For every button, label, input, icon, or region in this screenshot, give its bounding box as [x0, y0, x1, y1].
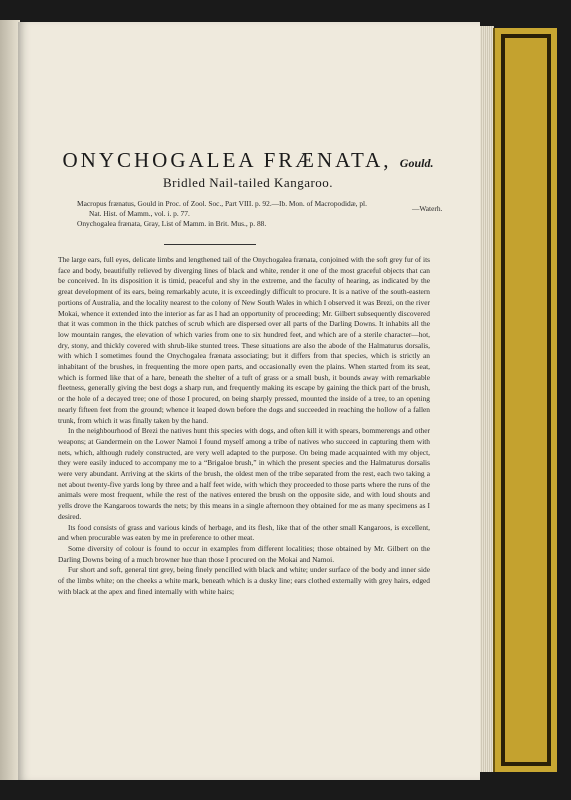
paragraph: In the neighbourhood of Brezi the natives hunt this species with dogs, and often kill it with spears, bommerengs and other weapons; at Gandermein on the Lower Namoi I found myself among a tribe of natives who succeed in capturing them with nets, which, although rudely constructed, are very well adapted to the purpose. On being made acquainted with my object, they were easily induced to accompany me to a “Brigaloe brush,” in which the present species and the Halmaturus dorsalis were very abundant. Arriving at the skirts of the brush, the oldest men of the tribe separated from the rest, each two taking a net about twenty-five yards long by three and a half feet wide, with which they proceeded to those parts where the runs of the animals were most frequent, while the rest of the natives entered the brush on the opposite side, and with loud shouts and yells drove the Kangaroos towards the nets; by this means in a single afternoon they obtained for me as many specimens as I desired. — [58, 426, 430, 521]
paragraph: Its food consists of grass and various kinds of herbage, and its flesh, like that of the other small Kangaroos, is excellent, and when procurable was eaten by me in preference to other meat. — [58, 522, 430, 543]
paragraph: Fur short and soft, general tint grey, being finely pencilled with black and white; under surface of the body and inner side of the limbs white; on the cheeks a white mark, beneath which is a dusky line; ears clothed externally with grey hairs, edged with black at the apex and fined internally with white hairs; — [58, 565, 430, 596]
common-name: Bridled Nail-tailed Kangaroo. — [162, 175, 334, 190]
synonym-author: —Waterh. — [412, 204, 443, 213]
synonym-line: Onychogalea frænata, Gray, List of Mamm. in Brit. Mus., p. 88. — [77, 219, 267, 228]
page-stack-edges — [478, 26, 494, 772]
paragraph: Some diversity of colour is found to occur in examples from different localities; those obtained by Mr. Gilbert on the Darling Downs being of a much browner hue than those I procured on the Mokai and Namoi. — [58, 543, 430, 564]
title-main: ONYCHOGALEA FRÆNATA, — [62, 148, 392, 172]
synonymy-block — [77, 199, 407, 229]
page-title — [28, 148, 468, 173]
divider-rule — [164, 244, 256, 245]
title-author: Gould. — [399, 156, 434, 170]
cover-panel — [505, 38, 547, 762]
synonym-line: Nat. Hist. of Mamm., vol. i. p. 77. — [89, 209, 190, 218]
paragraph: The large ears, full eyes, delicate limbs and lengthened tail of the Onychogalea frænata, conjoined with the soft grey fur of its face and body, beautifully relieved by diverging lines of black and white, render it one of the most graceful objects that can be conceived. In its disposition it is timid, peaceful and shy in the extreme, and the faculty of hearing, as indicated by the great development of its ears, being remarkably acute, it is exceedingly difficult to procure. It is a native of the south-eastern portions of Australia, and the locality nearest to the colony of New South Wales in which I observed it was Brezi, on the river Mokai, whence it extended into the interior as far as I had an opportunity of proceeding; Mr. Gilbert subsequently discovered that it was common in the thick patches of scrub which are dispersed over all parts of the Darling Downs. It inhabits all the low mountain ranges, the elevation of which varies from one to six hundred feet, and which are of a sterile character—hot, dry, stony, and thickly covered with shrub-like stunted trees. These situations are also the abode of the Halmaturus dorsalis, with which I sometimes found the Onychogalea frænata associating; but it differs from that species, which is strictly an inhabitant of the brushes, in frequenting the more open parts, and occasionally even the plains. When started from its seat, which is formed like that of a hare, beneath the shelter of a tuft of grass or a small bush, it bounds away with remarkable fleetness, generally giving the best dogs a sharp run, and frequently making its escape by gaining the thick part of the brush, or the hole of a decayed tree; one of those I procured, on being sharply pressed, mounted the inside of a tree, to an opening nearly fifteen feet from the ground; whence it leaped down before the dogs and succeeded in reaching the hollow of a fallen trunk, from which it was finally taken by the hand. — [58, 255, 430, 425]
book-cover — [493, 28, 557, 772]
synonym-line: Macropus frænatus, Gould in Proc. of Zool. Soc., Part VIII. p. 92.—Ib. Mon. of Macropodidæ, pl. — [77, 199, 367, 208]
facing-page-edge — [0, 20, 20, 780]
body-text — [58, 255, 430, 598]
